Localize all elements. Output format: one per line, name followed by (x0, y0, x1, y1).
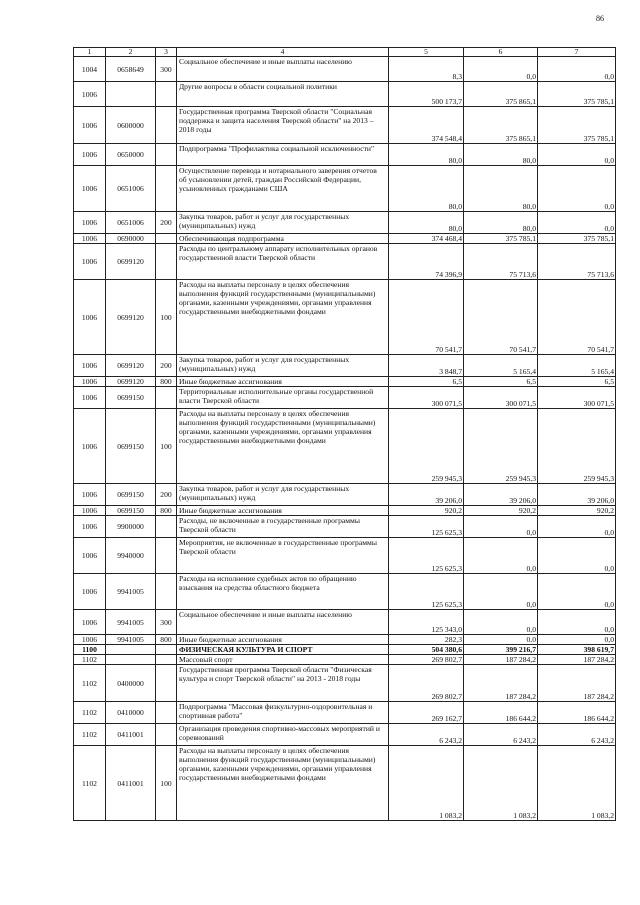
target-code-cell: 9941005 (106, 574, 156, 610)
description-cell: Подпрограмма "Массовая физкультурно-оздоровительная и спортивная работа" (177, 702, 389, 724)
amount-col5-cell: 269 802,7 (389, 655, 464, 665)
expense-type-cell (156, 702, 177, 724)
target-code-cell (106, 645, 156, 655)
description-cell: Иные бюджетные ассигнования (177, 377, 389, 387)
amount-col6-cell: 259 945,3 (464, 409, 538, 484)
expense-type-cell (156, 234, 177, 244)
expense-type-cell (156, 387, 177, 409)
amount-col7-cell: 0,0 (538, 57, 616, 82)
table-row (74, 516, 616, 538)
table-row (74, 635, 616, 645)
amount-col6-cell: 0,0 (464, 635, 538, 645)
table-row (74, 610, 616, 635)
amount-col7-cell: 6 243,2 (538, 724, 616, 746)
section-code-cell: 1102 (74, 702, 106, 724)
target-code-cell: 0699150 (106, 484, 156, 506)
amount-col6-cell: 39 206,0 (464, 484, 538, 506)
table-row (74, 655, 616, 665)
amount-col6-cell: 6 243,2 (464, 724, 538, 746)
amount-col7-cell: 375 785,1 (538, 107, 616, 144)
target-code-cell: 0650000 (106, 144, 156, 166)
expense-type-cell: 800 (156, 377, 177, 387)
description-cell: Массовый спорт (177, 655, 389, 665)
expense-type-cell: 800 (156, 506, 177, 516)
table-row (74, 57, 616, 82)
amount-col7-cell: 300 071,5 (538, 387, 616, 409)
expense-type-cell: 200 (156, 484, 177, 506)
table-row (74, 234, 616, 244)
table-row (74, 377, 616, 387)
target-code-cell: 0600000 (106, 107, 156, 144)
amount-col7-cell: 5 165,4 (538, 355, 616, 377)
description-cell: Иные бюджетные ассигнования (177, 635, 389, 645)
description-cell: Расходы на выплаты персоналу в целях обеспечения выполнения функций государственными (муниципальными) органами, казенными учреждениями, органами управления государственными внебюджетными фондами (177, 746, 389, 821)
amount-col5-cell: 8,3 (389, 57, 464, 82)
table-row (74, 82, 616, 107)
description-cell: Организация проведения спортивно-массовых мероприятий и соревнований (177, 724, 389, 746)
amount-col7-cell: 259 945,3 (538, 409, 616, 484)
amount-col7-cell: 398 619,7 (538, 645, 616, 655)
amount-col6-cell: 5 165,4 (464, 355, 538, 377)
expense-type-cell: 200 (156, 355, 177, 377)
expense-type-cell (156, 538, 177, 574)
description-cell: ФИЗИЧЕСКАЯ КУЛЬТУРА И СПОРТ (177, 645, 389, 655)
target-code-cell: 0699150 (106, 387, 156, 409)
expense-type-cell: 800 (156, 635, 177, 645)
amount-col6-cell: 0,0 (464, 538, 538, 574)
col-header-3: 3 (156, 48, 177, 57)
section-code-cell: 1006 (74, 377, 106, 387)
table-row (74, 144, 616, 166)
description-cell: Расходы на исполнение судебных актов по обращению взыскания на средства областного бюджета (177, 574, 389, 610)
expense-type-cell (156, 244, 177, 280)
target-code-cell (106, 655, 156, 665)
amount-col7-cell: 0,0 (538, 610, 616, 635)
amount-col6-cell: 186 644,2 (464, 702, 538, 724)
amount-col6-cell: 6,5 (464, 377, 538, 387)
target-code-cell: 0699150 (106, 409, 156, 484)
amount-col5-cell: 300 071,5 (389, 387, 464, 409)
amount-col6-cell: 375 865,1 (464, 82, 538, 107)
table-row (74, 409, 616, 484)
description-cell: Государственная программа Тверской области "Физическая культура и спорт Тверской области" на 2013 - 2018 годы (177, 665, 389, 702)
expense-type-cell: 200 (156, 212, 177, 234)
section-code-cell: 1006 (74, 355, 106, 377)
header-row (74, 48, 616, 57)
description-cell: Подпрограмма "Профилактика социальной исключенности" (177, 144, 389, 166)
amount-col5-cell: 125 343,0 (389, 610, 464, 635)
amount-col6-cell: 80,0 (464, 166, 538, 212)
amount-col7-cell: 1 083,2 (538, 746, 616, 821)
amount-col5-cell: 39 206,0 (389, 484, 464, 506)
section-code-cell: 1006 (74, 212, 106, 234)
amount-col6-cell: 0,0 (464, 57, 538, 82)
amount-col6-cell: 1 083,2 (464, 746, 538, 821)
target-code-cell: 0651006 (106, 212, 156, 234)
amount-col7-cell: 375 785,1 (538, 82, 616, 107)
description-cell: Территориальные исполнительные органы государственной власти Тверской области (177, 387, 389, 409)
table-row (74, 702, 616, 724)
amount-col7-cell: 0,0 (538, 212, 616, 234)
target-code-cell: 0411001 (106, 724, 156, 746)
expense-type-cell (156, 82, 177, 107)
expense-type-cell: 100 (156, 746, 177, 821)
target-code-cell: 9941005 (106, 635, 156, 645)
amount-col7-cell: 0,0 (538, 538, 616, 574)
amount-col5-cell: 3 848,7 (389, 355, 464, 377)
target-code-cell: 0411001 (106, 746, 156, 821)
col-header-5: 5 (389, 48, 464, 57)
amount-col7-cell: 0,0 (538, 635, 616, 645)
description-cell: Закупка товаров, работ и услуг для государственных (муниципальных) нужд (177, 212, 389, 234)
amount-col5-cell: 374 548,4 (389, 107, 464, 144)
table-row (74, 484, 616, 506)
expense-type-cell: 100 (156, 280, 177, 355)
expense-type-cell (156, 516, 177, 538)
section-code-cell: 1006 (74, 516, 106, 538)
section-code-cell: 1006 (74, 82, 106, 107)
target-code-cell: 9941005 (106, 610, 156, 635)
amount-col7-cell: 187 284,2 (538, 665, 616, 702)
table-row (74, 665, 616, 702)
description-cell: Другие вопросы в области социальной политики (177, 82, 389, 107)
table-row (74, 645, 616, 655)
description-cell: Расходы на выплаты персоналу в целях обеспечения выполнения функций государственными (муниципальными) органами, казенными учреждениями, органами управления государственными внебюджетными фондами (177, 280, 389, 355)
amount-col5-cell: 269 162,7 (389, 702, 464, 724)
section-code-cell: 1006 (74, 635, 106, 645)
amount-col5-cell: 6 243,2 (389, 724, 464, 746)
section-code-cell: 1006 (74, 244, 106, 280)
amount-col6-cell: 375 785,1 (464, 234, 538, 244)
amount-col5-cell: 125 625,3 (389, 538, 464, 574)
amount-col7-cell: 70 541,7 (538, 280, 616, 355)
budget-table (73, 47, 616, 821)
expense-type-cell (156, 655, 177, 665)
description-cell: Закупка товаров, работ и услуг для государственных (муниципальных) нужд (177, 355, 389, 377)
description-cell: Социальное обеспечение и иные выплаты населению (177, 610, 389, 635)
section-code-cell: 1006 (74, 166, 106, 212)
amount-col7-cell: 75 713,6 (538, 244, 616, 280)
section-code-cell: 1006 (74, 144, 106, 166)
section-code-cell: 1102 (74, 655, 106, 665)
section-code-cell: 1006 (74, 484, 106, 506)
amount-col5-cell: 374 468,4 (389, 234, 464, 244)
amount-col5-cell: 80,0 (389, 166, 464, 212)
description-cell: Расходы по центральному аппарату исполнительных органов государственной власти Тверской области (177, 244, 389, 280)
amount-col5-cell: 80,0 (389, 212, 464, 234)
amount-col5-cell: 282,3 (389, 635, 464, 645)
expense-type-cell: 300 (156, 57, 177, 82)
amount-col7-cell: 0,0 (538, 516, 616, 538)
amount-col7-cell: 39 206,0 (538, 484, 616, 506)
table-row (74, 280, 616, 355)
expense-type-cell (156, 144, 177, 166)
description-cell: Осуществление перевода и нотариального заверения отчетов об усыновлении детей, граждан Российской Федерации, усыновленных гражданами США (177, 166, 389, 212)
description-cell: Иные бюджетные ассигнования (177, 506, 389, 516)
description-cell: Расходы, не включенные в государственные программы Тверской области (177, 516, 389, 538)
target-code-cell: 0699120 (106, 244, 156, 280)
table-row (74, 506, 616, 516)
target-code-cell (106, 82, 156, 107)
amount-col7-cell: 920,2 (538, 506, 616, 516)
description-cell: Закупка товаров, работ и услуг для государственных (муниципальных) нужд (177, 484, 389, 506)
table-row (74, 355, 616, 377)
description-cell: Мероприятия, не включенные в государственные программы Тверской области (177, 538, 389, 574)
amount-col6-cell: 80,0 (464, 144, 538, 166)
expense-type-cell: 300 (156, 610, 177, 635)
amount-col6-cell: 300 071,5 (464, 387, 538, 409)
section-code-cell: 1006 (74, 387, 106, 409)
target-code-cell: 0658649 (106, 57, 156, 82)
table-row (74, 212, 616, 234)
col-header-7: 7 (538, 48, 616, 57)
amount-col6-cell: 80,0 (464, 212, 538, 234)
expense-type-cell (156, 574, 177, 610)
expense-type-cell (156, 665, 177, 702)
description-cell: Обеспечивающая подпрограмма (177, 234, 389, 244)
col-header-4: 4 (177, 48, 389, 57)
amount-col5-cell: 920,2 (389, 506, 464, 516)
amount-col6-cell: 0,0 (464, 574, 538, 610)
amount-col6-cell: 0,0 (464, 610, 538, 635)
table-row (74, 107, 616, 144)
amount-col7-cell: 0,0 (538, 144, 616, 166)
expense-type-cell (156, 107, 177, 144)
amount-col6-cell: 75 713,6 (464, 244, 538, 280)
section-code-cell: 1006 (74, 107, 106, 144)
section-code-cell: 1006 (74, 574, 106, 610)
target-code-cell: 0699150 (106, 506, 156, 516)
amount-col7-cell: 0,0 (538, 166, 616, 212)
amount-col6-cell: 70 541,7 (464, 280, 538, 355)
section-code-cell: 1006 (74, 506, 106, 516)
expense-type-cell (156, 724, 177, 746)
description-cell: Расходы на выплаты персоналу в целях обеспечения выполнения функций государственными (муниципальными) органами, казенными учреждениями, органами управления государственными внебюджетными фондами (177, 409, 389, 484)
amount-col5-cell: 259 945,3 (389, 409, 464, 484)
amount-col6-cell: 187 284,2 (464, 665, 538, 702)
amount-col7-cell: 187 284,2 (538, 655, 616, 665)
amount-col5-cell: 125 625,3 (389, 574, 464, 610)
col-header-2: 2 (106, 48, 156, 57)
table-row (74, 387, 616, 409)
amount-col6-cell: 187 284,2 (464, 655, 538, 665)
section-code-cell: 1006 (74, 538, 106, 574)
section-code-cell: 1100 (74, 645, 106, 655)
section-code-cell: 1102 (74, 665, 106, 702)
amount-col7-cell: 186 644,2 (538, 702, 616, 724)
amount-col5-cell: 500 173,7 (389, 82, 464, 107)
amount-col7-cell: 375 785,1 (538, 234, 616, 244)
section-code-cell: 1006 (74, 280, 106, 355)
amount-col6-cell: 920,2 (464, 506, 538, 516)
target-code-cell: 9940000 (106, 538, 156, 574)
table-row (74, 538, 616, 574)
target-code-cell: 0410000 (106, 702, 156, 724)
amount-col5-cell: 269 802,7 (389, 665, 464, 702)
amount-col5-cell: 125 625,3 (389, 516, 464, 538)
amount-col6-cell: 0,0 (464, 516, 538, 538)
target-code-cell: 0690000 (106, 234, 156, 244)
target-code-cell: 9900000 (106, 516, 156, 538)
section-code-cell: 1006 (74, 409, 106, 484)
target-code-cell: 0400000 (106, 665, 156, 702)
amount-col6-cell: 375 865,1 (464, 107, 538, 144)
table-row (74, 166, 616, 212)
amount-col5-cell: 1 083,2 (389, 746, 464, 821)
description-cell: Государственная программа Тверской области "Социальная поддержка и защита населения Тверской области" на 2013 – 2018 годы (177, 107, 389, 144)
section-code-cell: 1006 (74, 610, 106, 635)
table-row (74, 574, 616, 610)
amount-col5-cell: 504 380,6 (389, 645, 464, 655)
section-code-cell: 1006 (74, 234, 106, 244)
amount-col5-cell: 70 541,7 (389, 280, 464, 355)
amount-col5-cell: 80,0 (389, 144, 464, 166)
table-row (74, 244, 616, 280)
table-row (74, 724, 616, 746)
amount-col5-cell: 74 396,9 (389, 244, 464, 280)
amount-col6-cell: 399 216,7 (464, 645, 538, 655)
section-code-cell: 1004 (74, 57, 106, 82)
target-code-cell: 0699120 (106, 377, 156, 387)
col-header-1: 1 (74, 48, 106, 57)
section-code-cell: 1102 (74, 724, 106, 746)
expense-type-cell (156, 645, 177, 655)
table-row (74, 746, 616, 821)
col-header-6: 6 (464, 48, 538, 57)
expense-type-cell (156, 166, 177, 212)
description-cell: Социальное обеспечение и иные выплаты населению (177, 57, 389, 82)
amount-col7-cell: 0,0 (538, 574, 616, 610)
expense-type-cell: 100 (156, 409, 177, 484)
section-code-cell: 1102 (74, 746, 106, 821)
target-code-cell: 0699120 (106, 280, 156, 355)
target-code-cell: 0699120 (106, 355, 156, 377)
page-number: 86 (596, 14, 604, 23)
target-code-cell: 0651006 (106, 166, 156, 212)
table-body (74, 48, 616, 821)
amount-col7-cell: 6,5 (538, 377, 616, 387)
amount-col5-cell: 6,5 (389, 377, 464, 387)
